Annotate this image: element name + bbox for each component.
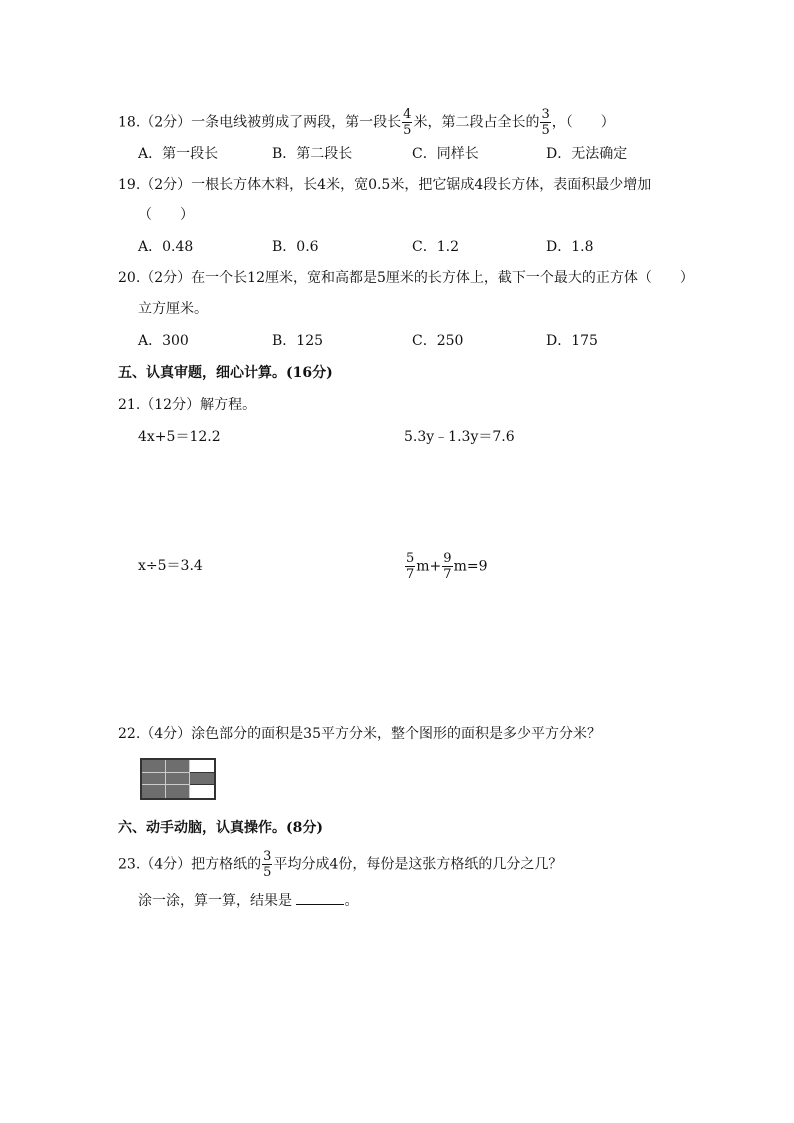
q18-text-3: ，（ ）: [551, 114, 615, 131]
q19-option-b[interactable]: B．0.6: [272, 239, 319, 255]
grid-cell-shaded: [166, 773, 190, 786]
shaded-grid-figure: [140, 758, 216, 800]
section-5-heading: 五、认真审题，细心计算。(16分): [118, 365, 333, 381]
fraction-9-7: $\frac{9}{7}$: [443, 551, 452, 582]
q19-answer-bracket: （ ）: [138, 207, 194, 223]
equation-3: x÷5＝3.4: [138, 558, 203, 574]
grid-cell-empty: [190, 785, 214, 798]
question-21: 21.（12分）解方程。: [118, 397, 257, 413]
grid-cell-shaded: [142, 785, 166, 798]
q19-option-c[interactable]: C．1.2: [412, 239, 459, 255]
equation-4: [404, 552, 488, 581]
answer-blank[interactable]: [296, 892, 344, 905]
q18-option-b[interactable]: B．第二段长: [272, 146, 353, 162]
question-22: 22.（4分）涂色部分的面积是35平方分米，整个图形的面积是多少平方分米？: [118, 726, 601, 742]
q20-option-c[interactable]: C．250: [412, 333, 464, 349]
fraction-4-5: $\frac{4}{5}$: [403, 107, 412, 138]
q18-option-d[interactable]: D．无法确定: [546, 146, 628, 162]
fraction-5-7: $\frac{5}{7}$: [406, 551, 415, 582]
q20-line-2: 立方厘米。: [138, 301, 208, 317]
q18-text-2: 米，第二段占全长的: [413, 114, 540, 131]
q18-text-1: 18.（2分）一条电线被剪成了两段，第一段长: [118, 114, 402, 131]
fraction-3-5-q23: $\frac{3}{5}$: [263, 849, 272, 880]
q18-option-c[interactable]: C．同样长: [412, 146, 479, 162]
eq4-end: m=9: [453, 558, 488, 575]
q23-line-2-text: 涂一涂，算一算，结果是: [138, 893, 292, 909]
eq4-mid: m+: [416, 558, 442, 575]
grid-cell-shaded: [142, 773, 166, 786]
grid-cell-shaded: [142, 760, 166, 773]
grid-cell-shaded: [166, 760, 190, 773]
q18-option-a[interactable]: A．第一段长: [138, 146, 219, 162]
q20-option-b[interactable]: B．125: [272, 333, 324, 349]
q23-text-2: 平均分成4份，每份是这张方格纸的几分之几？: [273, 856, 563, 873]
q19-option-a[interactable]: A．0.48: [138, 239, 194, 255]
q20-option-a[interactable]: A．300: [138, 333, 189, 349]
question-19: 19.（2分）一根长方体木料，长4米，宽0.5米，把它锯成4段长方体，表面积最少增加: [118, 177, 652, 193]
q20-option-d[interactable]: D．175: [546, 333, 598, 349]
section-6-heading: 六、动手动脑，认真操作。(8分): [118, 820, 323, 836]
equation-2: 5.3y﹣1.3y＝7.6: [404, 429, 515, 445]
q19-option-d[interactable]: D．1.8: [546, 239, 594, 255]
q23-text-1: 23.（4分）把方格纸的: [118, 856, 262, 873]
question-18: [118, 108, 615, 137]
grid-cell-shaded: [166, 785, 190, 798]
fraction-3-5: $\frac{3}{5}$: [541, 107, 550, 138]
grid-cell-empty: [190, 760, 214, 773]
q23-line-2-end: 。: [344, 893, 359, 909]
grid-cell-shaded: [190, 773, 214, 786]
question-20: 20.（2分）在一个长12厘米，宽和高都是5厘米的长方体上，截下一个最大的正方体（ ）: [118, 270, 694, 286]
question-23: [118, 850, 562, 879]
q23-line-2: [138, 892, 358, 908]
equation-1: 4x+5＝12.2: [138, 429, 221, 445]
